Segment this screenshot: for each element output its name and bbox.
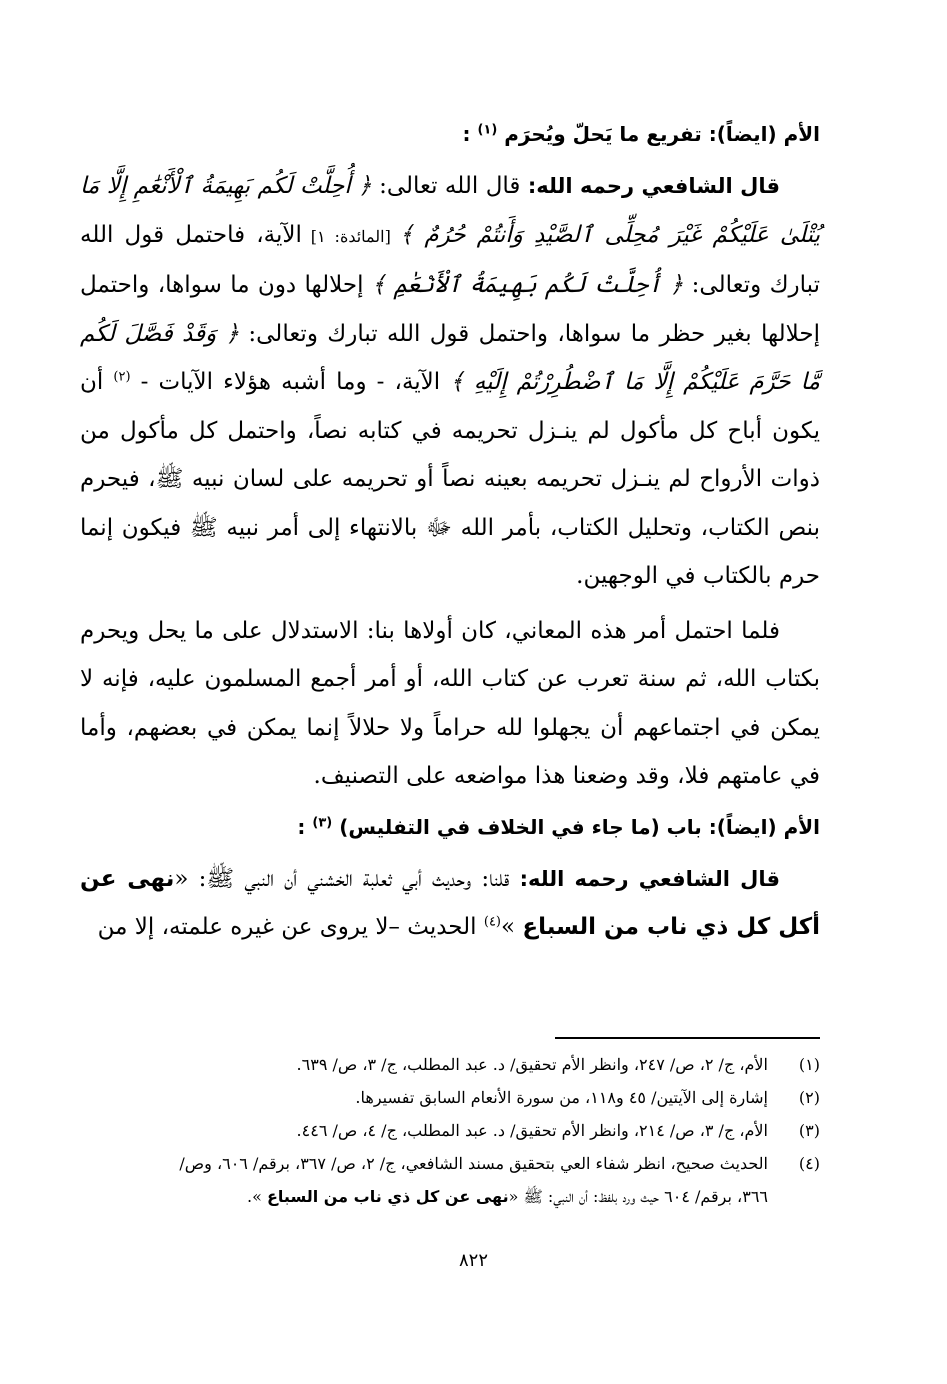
section-heading-2-colon: :: [297, 814, 306, 839]
footnote-ref-3: (٣): [312, 814, 333, 830]
footnote-1-text: الأم، ج/ ٢، ص/ ٢٤٧، وانظر الأم تحقيق/ د. عبد المطلب، ج/ ٣، ص/ ٦٣٩.: [296, 1055, 768, 1074]
page-number: ٨٢٢: [458, 1250, 488, 1271]
hadith-quote: نهى عن أكل كل ذي ناب من السباع: [80, 865, 820, 940]
paragraph-1-text-d: الآية، - وما أشبه هؤلاء الآيات -: [130, 369, 451, 395]
footnote-2-number: (٢): [798, 1088, 820, 1107]
footnote-4-number: (٤): [798, 1154, 820, 1173]
paragraph-3-text-c: الحديث –لا يروى عن غيره علمته، إلا من: [97, 914, 484, 940]
footnote-4-text: الحديث صحيح، انظر شفاء العي بتحقيق مسند الشافعي، ج/ ٢، ص/ ٣٦٧، برقم/ ٦٠٦، وص/ ٣٦٦، برقم/ ٦٠٤ حيث ورد بلفظ: أن النبي: ﷺ «: [179, 1154, 768, 1206]
section-heading-2-text: الأم (ايضاً): باب (ما جاء في الخلاف في التفليس): [339, 814, 820, 839]
footnote-2: [150, 1081, 820, 1114]
footnote-3-text: الأم، ج/ ٣، ص/ ٢١٤، وانظر الأم تحقيق/ د. عبد المطلب، ج/ ٤، ص/ ٤٤٦.: [296, 1121, 768, 1140]
paragraph-1-lead: قال الشافعي رحمه الله:: [527, 174, 780, 198]
footnote-3: [150, 1114, 820, 1147]
quran-verse-3: ﴿ وَقَدْ فَصَّلَ لَكُم مَّا حَرَّمَ عَلَيْكُمْ إِلَّا مَا ٱضْطُرِرْتُمْ إِلَيْهِ ﴾: [80, 320, 820, 395]
footnote-4-bold: نهى عن كل ذي ناب من السباع: [266, 1187, 509, 1206]
footnote-ref-1: (١): [477, 122, 498, 138]
verse-citation-1: [المائدة: ١]: [301, 226, 400, 246]
paragraph-3-lead: قال الشافعي رحمه الله:: [519, 866, 780, 891]
footnote-4: [150, 1147, 820, 1213]
footnote-3-number: (٣): [798, 1121, 820, 1140]
footnote-ref-4: (٤): [483, 914, 501, 930]
paragraph-1-text-a: قال الله تعالى:: [371, 173, 528, 199]
footnote-1: [150, 1048, 820, 1081]
section-heading-1-text: الأم (ايضاً): تفريع ما يَحلّ ويُحرَم: [504, 122, 820, 146]
section-heading-1: [80, 114, 820, 154]
main-text: [80, 108, 820, 952]
paragraph-3-text-b: »: [501, 914, 523, 940]
quran-verse-2: ﴿ أُحِلَّتْ لَكُم بَهِيمَةُ ٱلْأَنْعَٰمِ ﴾: [371, 272, 684, 298]
section-heading-1-colon: :: [462, 122, 471, 146]
section-heading-2: [80, 807, 820, 847]
paragraph-1-text-c: إحلالها دون ما سواها، واحتمل إحلالها بغير حظر ما سواها، واحتمل قول الله تبارك وتعالى:: [80, 272, 820, 347]
footnote-divider: [555, 1037, 820, 1039]
quran-verse-1: ﴿ أُحِلَّتْ لَكُم بَهِيمَةُ ٱلْأَنْعَٰمِ إِلَّا مَا يُتْلَىٰ عَلَيْكُمْ غَيْرَ مُحِلِّى ٱلصَّيْدِ وَأَنتُمْ حُرُمٌ ﴾: [80, 173, 820, 248]
footnote-4-tail: ».: [247, 1187, 267, 1206]
footnote-1-number: (١): [798, 1055, 820, 1074]
paragraph-1-text-b: الآية، فاحتمل قول الله تبارك وتعالى:: [80, 221, 821, 298]
paragraph-3: [80, 855, 820, 952]
footnotes: [150, 1048, 820, 1213]
footnote-ref-2: (٢): [113, 369, 131, 385]
footnote-2-text: إشارة إلى الآيتين/ ٤٥ و١١٨، من سورة الأنعام السابق تفسيرها.: [355, 1088, 768, 1107]
paragraph-2: فلما احتمل أمر هذه المعاني، كان أولاها بنا: الاستدلال على ما يحل ويحرم بكتاب الله، ثم سنة تعرب عن كتاب الله، أو أمر أجمع المسلمون عليه، فإنه لا يمكن في اجتماعهم أن يجهلوا لله حراماً ولا حلالاً إنما يمكن في بعضهم، وأما في عامتهم فلا، وقد وضعنا هذا مواضعه على التصنيف.: [80, 617, 820, 789]
paragraph-1-text-e: أن يكون أباح كل مأكول لم ينـزل تحريمه في كتابه نصاً، واحتمل كل مأكول من ذوات الأرواح لم ينـزل تحريمه بعينه نصاً أو تحريمه على لسان نبيه ﷺ، فيحرم بنص الكتاب، وتحليل الكتاب، بأمر الله ﷻ بالانتهاء إلى أمر نبيه ﷺ فيكون إنما حرم بالكتاب في الوجهين.: [80, 369, 820, 589]
paragraph-1: [80, 162, 820, 601]
paragraph-3-text-a: قلنا: وحديث أبي ثعلبة الخشني أن النبي ﷺ: «: [174, 865, 520, 892]
